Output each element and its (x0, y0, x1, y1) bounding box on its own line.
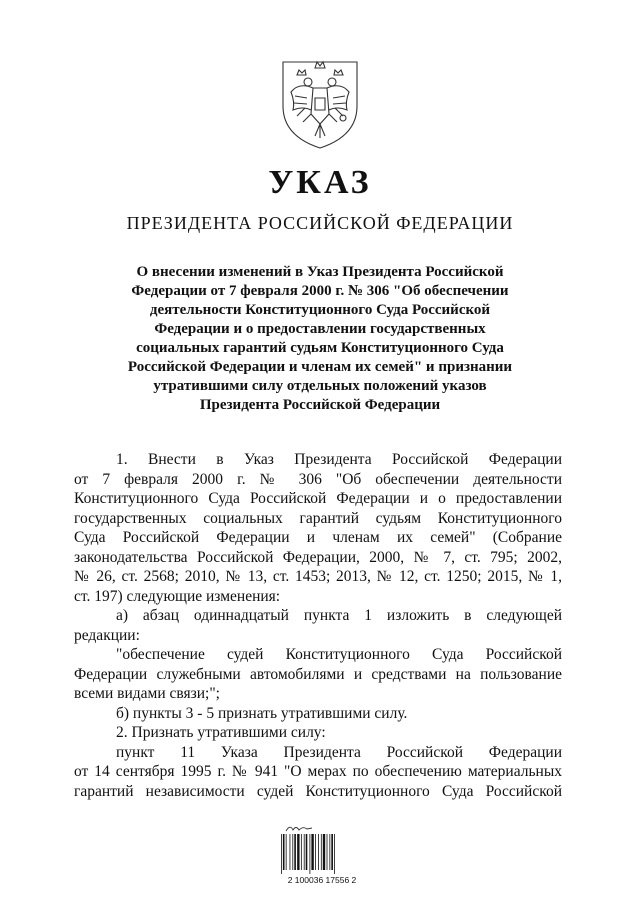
signature-mark-icon (284, 822, 314, 834)
body-line: редакции: (74, 626, 140, 644)
body-line: пункт 11 Указа Президента Российской Федерации (116, 743, 562, 761)
barcode-icon (280, 834, 360, 874)
body-line: Суда Российской Федерации и членам их семей" (Собрание (74, 529, 562, 546)
heading-line: Федерации и о предоставлении государственных (154, 321, 486, 337)
body-line: государственных социальных гарантий судьям Конституционного (74, 509, 562, 527)
document-title: УКАЗ (268, 164, 372, 201)
body-line: Конституционного Суда Российской Федерации и о предоставлении (74, 490, 562, 507)
heading-line: Российской Федерации и членам их семей" и признании (127, 359, 513, 375)
body-line: 1. Внести в Указ Президента Российской Федерации (116, 451, 562, 468)
heading-line: социальных гарантий судьям Конституционного Суда (136, 340, 504, 356)
body-line: от 7 февраля 2000 г. № 306 "Об обеспечении деятельности (74, 470, 562, 488)
coat-of-arms-icon (275, 48, 365, 150)
heading-line: Федерации от 7 февраля 2000 г. № 306 "Об обеспечении (131, 283, 509, 299)
body-line: Федерации служебными автомобилями и средствами на пользование (74, 665, 562, 683)
body-line: всеми видами связи;"; (74, 685, 220, 702)
body-line: "обеспечение судей Конституционного Суда Российской (116, 646, 562, 663)
body-line: 2. Признать утратившими силу: (116, 724, 326, 741)
heading-line: Президента Российской Федерации (199, 397, 441, 413)
barcode-number: 2 100036 17556 2 (287, 875, 357, 885)
document-heading (100, 263, 540, 415)
body-line: ст. 197) следующие изменения: (74, 587, 281, 605)
body-line: а) абзац одиннадцатый пункта 1 изложить в следующей (116, 607, 562, 624)
document-subtitle: ПРЕЗИДЕНТА РОССИЙСКОЙ ФЕДЕРАЦИИ (126, 213, 514, 233)
body-line: б) пункты 3 - 5 признать утратившими силу. (116, 704, 408, 722)
heading-line: утратившими силу отдельных положений указов (153, 378, 487, 394)
body-line: от 14 сентября 1995 г. № 941 "О мерах по обеспечению материальных (74, 763, 562, 780)
heading-line: О внесении изменений в Указ Президента Российской (136, 264, 504, 280)
body-line: законодательства Российской Федерации, 2000, № 7, ст. 795; 2002, (74, 548, 562, 566)
barcode-block (270, 822, 374, 892)
body-line: № 26, ст. 2568; 2010, № 13, ст. 1453; 2013, № 12, ст. 1250; 2015, № 1, (74, 568, 562, 585)
body-line: гарантий независимости судей Конституционного Суда Российской (74, 782, 562, 800)
document-body (74, 450, 562, 801)
heading-line: деятельности Конституционного Суда Российской (149, 302, 491, 318)
